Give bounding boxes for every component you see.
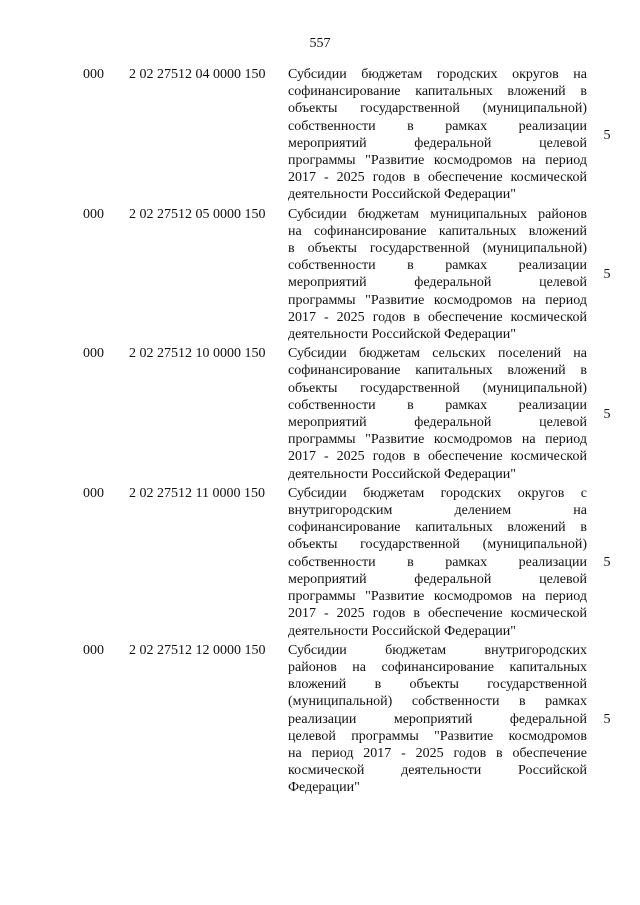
description-line: деятельности Российской Федерации"	[288, 623, 516, 639]
table-row	[0, 345, 640, 485]
table-row	[0, 206, 640, 346]
description-line: программы "Развитие космодромов на период	[288, 292, 587, 308]
description-line: мероприятий федеральной целевой	[288, 275, 587, 291]
budget-table	[0, 66, 640, 799]
description-line: объекты государственной (муниципальной)	[288, 101, 587, 117]
description-line: софинансирование капитальных вложений в	[288, 84, 587, 100]
description-line: программы "Развитие космодромов на период	[288, 153, 587, 169]
admin-code: 000	[83, 67, 104, 82]
description-line: 2017 - 2025 годов в обеспечение космической	[288, 170, 587, 186]
table-row	[0, 485, 640, 642]
description-line: объекты государственной (муниципальной)	[288, 537, 587, 553]
income-description	[288, 206, 587, 346]
page-number: 557	[309, 36, 331, 51]
description-line: мероприятий федеральной целевой	[288, 571, 587, 587]
amount: 5	[603, 555, 611, 571]
income-description	[288, 485, 587, 642]
amount: 5	[603, 127, 611, 143]
description-line: собственности в рамках реализации	[288, 258, 587, 274]
description-line: собственности в рамках реализации	[288, 118, 587, 134]
description-line: программы "Развитие космодромов на период	[288, 589, 587, 605]
description-line: софинансирование капитальных вложений в	[288, 363, 587, 379]
table-row	[0, 642, 640, 799]
description-line: 2017 - 2025 годов в обеспечение космической	[288, 449, 587, 465]
income-description	[288, 66, 587, 206]
description-line: деятельности Российской Федерации"	[288, 327, 516, 343]
description-line: Субсидии бюджетам городских округов на	[288, 67, 587, 82]
admin-code: 000	[83, 642, 104, 658]
budget-classification-code: 2 02 27512 12 0000 150	[129, 642, 266, 658]
description-line: районов на софинансирование капитальных	[288, 659, 587, 675]
description-line: на период 2017 - 2025 годов в обеспечение	[288, 745, 587, 761]
income-description	[288, 642, 587, 799]
description-line: 2017 - 2025 годов в обеспечение космической	[288, 309, 587, 325]
description-line: Субсидии бюджетам сельских поселений на	[288, 346, 587, 362]
amount: 5	[603, 407, 611, 423]
budget-classification-code: 2 02 27512 05 0000 150	[129, 206, 266, 222]
description-line: мероприятий федеральной целевой	[288, 135, 587, 151]
description-line: деятельности Российской Федерации"	[288, 187, 516, 203]
description-line: вложений в объекты государственной	[288, 677, 587, 693]
description-line: Субсидии бюджетам внутригородских	[288, 642, 587, 658]
amount: 5	[603, 712, 611, 728]
description-line: деятельности Российской Федерации"	[288, 466, 516, 482]
budget-classification-code: 2 02 27512 04 0000 150	[129, 67, 266, 82]
admin-code: 000	[83, 206, 104, 222]
description-line: (муниципальной) собственности в рамках	[288, 694, 587, 710]
description-line: программы "Развитие космодромов на период	[288, 432, 587, 448]
income-description	[288, 345, 587, 485]
description-line: в объекты государственной (муниципальной)	[288, 241, 587, 257]
amount: 5	[603, 267, 611, 283]
description-line: реализации мероприятий федеральной	[288, 711, 587, 727]
description-line: Федерации"	[288, 780, 360, 796]
description-line: внутригородским делением на	[288, 503, 587, 519]
description-line: 2017 - 2025 годов в обеспечение космической	[288, 606, 587, 622]
description-line: объекты государственной (муниципальной)	[288, 380, 587, 396]
description-line: целевой программы "Развитие космодромов	[288, 728, 587, 744]
description-line: Субсидии бюджетам муниципальных районов	[288, 206, 587, 222]
admin-code: 000	[83, 485, 104, 501]
budget-classification-code: 2 02 27512 10 0000 150	[129, 346, 266, 362]
description-line: собственности в рамках реализации	[288, 554, 587, 570]
budget-classification-code: 2 02 27512 11 0000 150	[129, 485, 265, 501]
description-line: на софинансирование капитальных вложений	[288, 223, 587, 239]
description-line: Субсидии бюджетам городских округов с	[288, 485, 587, 501]
table-row	[0, 66, 640, 206]
description-line: собственности в рамках реализации	[288, 397, 587, 413]
description-line: мероприятий федеральной целевой	[288, 415, 587, 431]
admin-code: 000	[83, 346, 104, 362]
description-line: космической деятельности Российской	[288, 763, 587, 779]
description-line: софинансирование капитальных вложений в	[288, 520, 587, 536]
